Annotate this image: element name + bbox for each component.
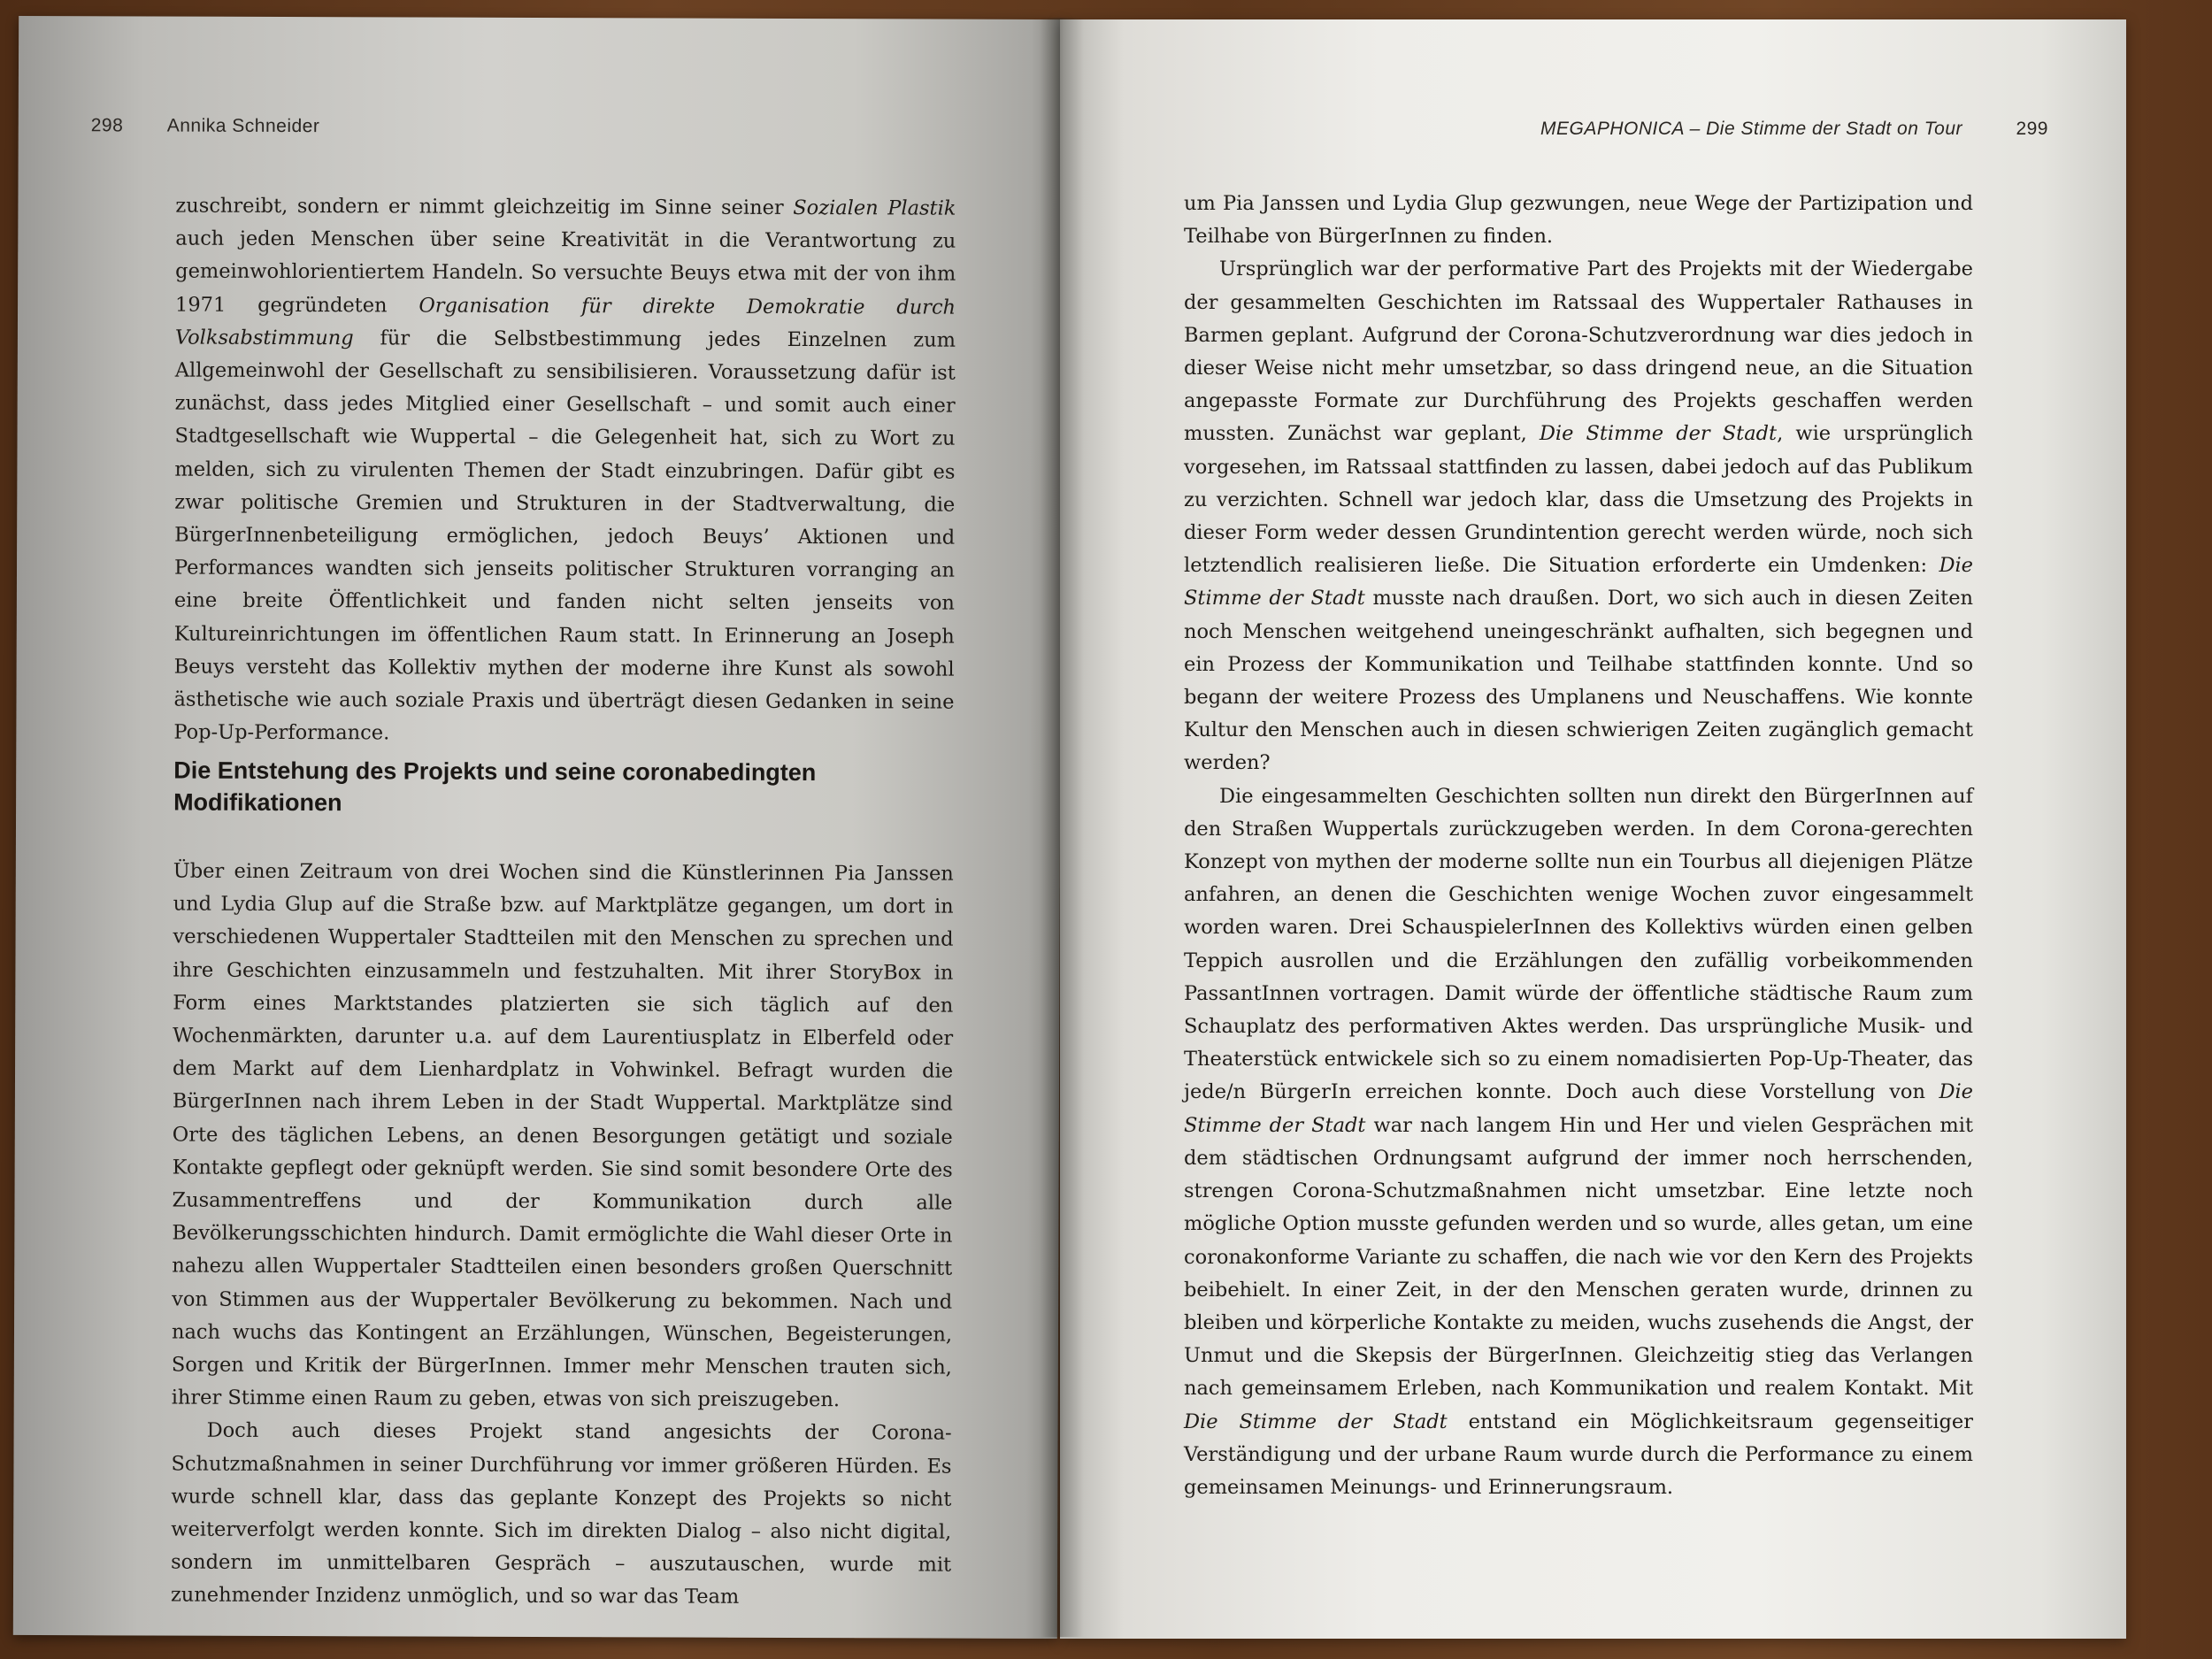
right-body xyxy=(1184,188,1973,1504)
right-page xyxy=(1060,19,2126,1639)
tourbus-paragraph xyxy=(1184,780,1973,1504)
ratssaal-paragraph xyxy=(1184,253,1973,780)
beuys-paragraph xyxy=(173,190,956,753)
italic-run: Organisation für direkte Demokratie durch Volksabstimmung xyxy=(174,294,956,350)
left-page-number: 298 xyxy=(90,115,124,136)
left-running-head-author: Annika Schneider xyxy=(166,115,320,137)
book-gutter xyxy=(1040,18,1084,1637)
text-run: zuschreibt, sondern er nimmt gleichzeitig im Sinne seiner xyxy=(175,194,794,220)
left-page xyxy=(13,16,1063,1639)
text-run: für die Selbstbestimmung jedes Einzelnen zum Allgemeinwohl der Gesellschaft zu sensibilisieren. Voraussetzung dafür ist zunächst, dass jedes Mitglied einer Gesellschaft – und somit auch einer Stadtgesellschaft wie Wuppertal – die Gelegenheit hat, sich zu Wort zu melden, sich zu virulenten Themen der Stadt einzubringen. Dafür gibt es zwar politische Gremien und Strukturen in der Stadtverwaltung, die BürgerInnenbeteiligung ermöglichen, jedoch Beuys’ Aktionen und Performances wandten sich jenseits politischer Strukturen vorranging an eine breite Öffentlichkeit und fanden nicht selten jenseits von Kultureinrichtungen im öffentlichen Raum statt. In Erinnerung an Joseph Beuys versteht das Kollektiv mythen der moderne ihre Kunst als sowohl ästhetische wie auch soziale Praxis und überträgt diesen Gedanken in seine Pop-Up-Performance. xyxy=(173,326,956,745)
left-paragraphs-2-3 xyxy=(171,856,954,1616)
right-page-number: 299 xyxy=(2016,119,2048,139)
corona-hurdles-paragraph: Doch auch dieses Projekt stand angesichts der Corona-Schutzmaßnahmen in seiner Durchführung vor immer größeren Hürden. Es wurde schnell klar, dass das geplante Konzept des Projekts so nicht weiterverfolgt werden konnte. Sich im direkten Dialog – also nicht digital, sondern im unmittelbaren Gespräch – auszutauschen, wurde mit zunehmender Inzidenz unmöglich, und so war das Team xyxy=(170,1419,952,1609)
right-running-title: MEGAPHONICA – Die Stimme der Stadt on Tour xyxy=(1540,119,1962,139)
participation-paragraph: um Pia Janssen und Lydia Glup gezwungen, neue Wege der Partizipation und Teilhabe von BürgerInnen zu finden. xyxy=(1184,192,1973,249)
text-run: war nach langem Hin und Her und vielen Gesprächen mit dem städtischen Ordnungsamt aufgrund der immer noch herrschenden, strengen Corona-Schutzmaßnahmen nicht umsetzbar. Eine letzte noch mögliche Option musste gefunden werden und so wurde, alles getan, um eine coronakonforme Variante zu schaffen, die nach wie vor den Kern des Projekts beibehielt. In einer Zeit, in der den Menschen geraten wurde, drinnen zu bleiben und körperliche Kontakte zu meiden, wuchs zusehends die Angst, der Unmut und die Skepsis der BürgerInnen. Gleichzeitig stieg das Verlangen nach gemeinsamem Erleben, nach Kommunikation und realem Kontakt. Mit xyxy=(1184,1113,1974,1401)
section-heading-line-2: Modifikationen xyxy=(173,788,342,817)
italic-run: Sozialen Plastik xyxy=(793,196,956,220)
text-run: auch jeden Menschen über seine Kreativität in die Verantwortung zu gemeinwohlorientiertem Handeln. So versuchte Beuys etwa mit der von ihm 1971 gegründeten xyxy=(175,227,956,318)
italic-run: Die Stimme der Stadt xyxy=(1539,422,1778,446)
text-run: Ursprünglich war der performative Part des Projekts mit der Wiedergabe der gesammelten Geschichten im Ratssaal des Wuppertaler Rathauses in Barmen geplant. Aufgrund der Corona-Schutzverordnung war dies jedoch in dieser Weise nicht mehr umsetzbar, so dass dringend neue, an die Situation angepasste Formate zur Durchführung des Projekts geschaffen werden mussten. Zunächst war geplant, xyxy=(1184,257,1973,446)
left-paragraph-1 xyxy=(173,190,956,753)
italic-run: Die Stimme der Stadt xyxy=(1184,1080,1973,1137)
text-run: Die eingesammelten Geschichten sollten nun direkt den BürgerInnen auf den Straßen Wuppertals zurückzugeben werden. In dem Corona-gerechten Konzept von mythen der moderne sollte nun ein Tourbus all diejenigen Plätze anfahren, an denen die Geschichten wenige Wochen zuvor eingesammelt worden waren. Drei SchauspielerInnen des Kollektivs würden einen gelben Teppich ausrollen und die Erzählungen den zufällig vorbeikommenden PassantInnen vortragen. Damit würde der öffentliche städtische Raum zum Schauplatz des performativen Aktes werden. Das ursprüngliche Musik- und Theaterstück entwickele sich so zu einem nomadisierten Pop-Up-Theater, das jede/n BürgerIn erreichen konnte. Doch auch diese Vorstellung von xyxy=(1184,784,1973,1104)
section-heading-line-1: Die Entstehung des Projekts und seine coronabedingten xyxy=(173,757,817,787)
section-heading xyxy=(173,755,846,821)
marketplace-paragraph: Über einen Zeitraum von drei Wochen sind die Künstlerinnen Pia Janssen und Lydia Glup auf die Straße bzw. auf Marktplätze gegangen, um dort in verschiedenen Wuppertaler Stadtteilen mit den Menschen zu sprechen und ihre Geschichten einzusammeln und festzuhalten. Mit ihrer StoryBox in Form eines Marktstandes platzierten sie sich täglich auf den Wochenmärkten, darunter u.a. auf dem Laurentiusplatz in Elberfeld oder dem Markt auf dem Lienhardplatz in Vohwinkel. Befragt wurden die BürgerInnen nach ihrem Leben in der Stadt Wuppertal. Marktplätze sind Orte des täglichen Lebens, an denen Besorgungen getätigt und soziale Kontakte gepflegt oder geknüpft werden. Sie sind somit besondere Orte des Zusammentreffens und der Kommunikation durch alle Bevölkerungsschichten hindurch. Damit ermöglichte die Wahl dieser Orte in nahezu allen Wuppertaler Stadtteilen einen besonders großen Querschnitt von Stimmen aus der Wuppertaler Bevölkerung zu bekommen. Nach und nach wuchs das Kontingent an Erzählungen, Wünschen, Begeisterungen, Sorgen und Kritik der BürgerInnen. Immer mehr Menschen trauten sich, ihrer Stimme einen Raum zu geben, etwas von sich preiszugeben. xyxy=(171,859,954,1412)
text-run: entstand ein Möglichkeitsraum gegenseitiger Verständigung und der urbane Raum wurde durch die Performance zu einem gemeinsamen Meinungs- und Erinnerungsraum. xyxy=(1184,1409,1974,1499)
italic-run: Die Stimme der Stadt xyxy=(1184,554,1973,611)
text-run: musste nach draußen. Dort, wo sich auch in diesen Zeiten noch Menschen weitgehend uneingeschränkt aufhalten, sich begegnen und ein Prozess der Kommunikation und Teilhabe stattfinden konnte. Und so begann der weitere Prozess des Umplanens und Neuschaffens. Wie konnte Kultur den Menschen auch in diesen schwierigen Zeiten zugänglich gemacht werden? xyxy=(1184,587,1973,775)
text-run: , wie ursprünglich vorgesehen, im Ratssaal stattfinden zu lassen, dabei jedoch auf das Publikum zu verzichten. Schnell war jedoch klar, dass die Umsetzung des Projekts in dieser Form weder dessen Grundintention gerecht werden würde, noch sich letztendlich realisieren ließe. Die Situation erforderte ein Umdenken: xyxy=(1184,422,1973,578)
italic-run: Die Stimme der Stadt xyxy=(1184,1409,1448,1433)
